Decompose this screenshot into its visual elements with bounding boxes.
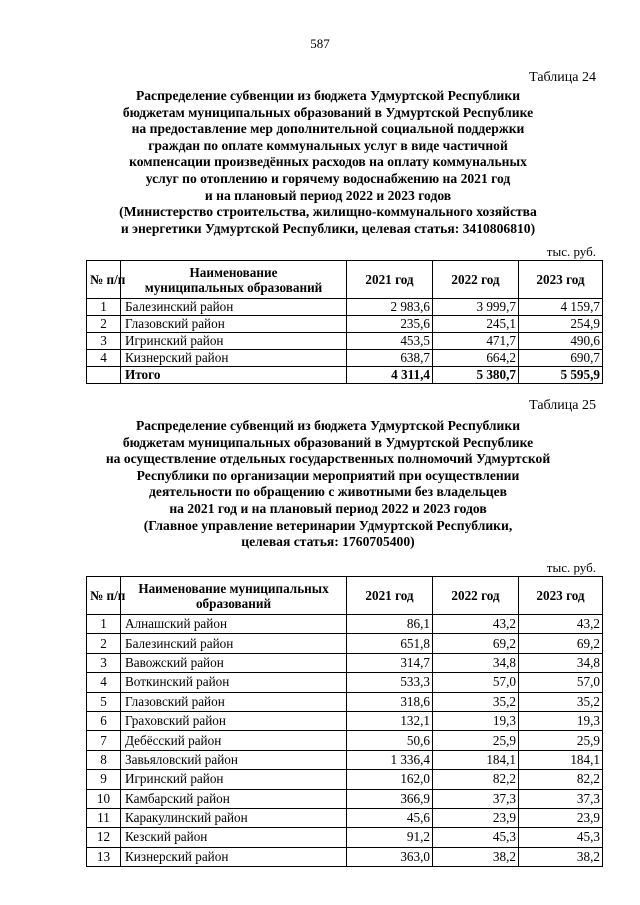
heading-line: (Главное управление ветеринарии Удмуртской Республики, — [143, 517, 513, 533]
value-2021: 366,9 — [347, 789, 433, 808]
heading-line: граждан по оплате коммунальных услуг в виде частичной — [148, 137, 508, 153]
row-number: 2 — [87, 634, 121, 653]
table-24 — [86, 260, 603, 384]
value-2023: 184,1 — [519, 750, 603, 769]
row-number: 3 — [87, 653, 121, 672]
row-number: 3 — [87, 333, 121, 350]
header-name — [121, 577, 347, 615]
table-25-unit: тыс. руб. — [546, 560, 596, 575]
header-name-line2: образований — [195, 595, 272, 611]
value-2022: 184,1 — [433, 750, 519, 769]
municipality-name: Балезинский район — [121, 634, 347, 653]
value-2022: 82,2 — [433, 770, 519, 789]
header-name-line1: Наименование муниципальных — [138, 580, 329, 596]
row-number: 11 — [87, 808, 121, 827]
value-2021: 363,0 — [347, 847, 433, 866]
heading-line: Распределение субвенции из бюджета Удмуртской Республики — [135, 88, 521, 103]
value-2023: 34,8 — [519, 653, 603, 672]
table-row — [87, 828, 603, 847]
value-2021: 91,2 — [347, 828, 433, 847]
table-row — [87, 770, 603, 789]
value-2021: 318,6 — [347, 692, 433, 711]
table-row — [87, 847, 603, 866]
municipality-name: Камбарский район — [121, 789, 347, 808]
heading-line: бюджетам муниципальных образований в Удмуртской Республике — [122, 434, 534, 450]
municipality-name: Игринский район — [121, 770, 347, 789]
table-row — [87, 333, 603, 350]
header-name-line2: муниципальных образований — [144, 279, 323, 295]
value-2021: 2 983,6 — [347, 299, 433, 316]
municipality-name: Кизнерский район — [121, 350, 347, 367]
municipality-name: Глазовский район — [121, 692, 347, 711]
value-2021: 453,5 — [347, 333, 433, 350]
municipality-name: Каракулинский район — [121, 808, 347, 827]
header-2022: 2022 год — [433, 261, 519, 299]
table-24-label: Таблица 24 — [529, 70, 596, 85]
value-2022: 19,3 — [433, 711, 519, 730]
heading-line: бюджетам муниципальных образований в Удмуртской Республике — [122, 104, 534, 120]
row-number: 1 — [87, 299, 121, 316]
municipality-name: Завьяловский район — [121, 750, 347, 769]
municipality-name: Алнашский район — [121, 615, 347, 634]
municipality-name: Глазовский район — [121, 316, 347, 333]
municipality-name: Игринский район — [121, 333, 347, 350]
header-2022: 2022 год — [433, 577, 519, 615]
header-2021: 2021 год — [347, 577, 433, 615]
value-2022: 37,3 — [433, 789, 519, 808]
heading-line: Республики по организации мероприятий при осуществлении — [136, 467, 520, 483]
row-number: 8 — [87, 750, 121, 769]
row-number: 6 — [87, 711, 121, 730]
page-number: 587 — [310, 36, 330, 51]
value-2023: 254,9 — [519, 316, 603, 333]
table-row — [87, 316, 603, 333]
table-row — [87, 299, 603, 316]
row-number: 5 — [87, 692, 121, 711]
value-2022: 69,2 — [433, 634, 519, 653]
value-2023: 690,7 — [519, 350, 603, 367]
value-2022: 23,9 — [433, 808, 519, 827]
table-row — [87, 750, 603, 769]
total-2023: 5 595,9 — [519, 367, 603, 384]
row-number: 10 — [87, 789, 121, 808]
heading-line: на 2021 год и на плановый период 2022 и 2023 годов — [169, 500, 487, 516]
header-num: № п/п — [87, 261, 121, 299]
table-row — [87, 711, 603, 730]
table-row — [87, 653, 603, 672]
heading-line: целевая статья: 1760705400) — [241, 534, 415, 550]
value-2023: 69,2 — [519, 634, 603, 653]
row-number: 12 — [87, 828, 121, 847]
table-25-label: Таблица 25 — [529, 398, 596, 413]
value-2022: 664,2 — [433, 350, 519, 367]
value-2021: 638,7 — [347, 350, 433, 367]
value-2022: 34,8 — [433, 653, 519, 672]
heading-line: компенсации произведённых расходов на оплату коммунальных — [129, 154, 527, 170]
table-25 — [86, 576, 603, 867]
value-2021: 651,8 — [347, 634, 433, 653]
municipality-name: Кизнерский район — [121, 847, 347, 866]
value-2022: 57,0 — [433, 673, 519, 692]
row-number: 4 — [87, 350, 121, 367]
heading-line: услуг по отоплению и горячему водоснабжению на 2021 год — [145, 170, 511, 186]
value-2021: 533,3 — [347, 673, 433, 692]
table-row — [87, 615, 603, 634]
header-2021: 2021 год — [347, 261, 433, 299]
header-num: № п/п — [87, 577, 121, 615]
value-2022: 3 999,7 — [433, 299, 519, 316]
value-2023: 57,0 — [519, 673, 603, 692]
table-25-heading — [70, 418, 586, 551]
heading-line: на осуществление отдельных государственных полномочий Удмуртской — [105, 451, 551, 467]
heading-line: деятельности по обращению с животными без владельцев — [149, 484, 507, 500]
value-2021: 314,7 — [347, 653, 433, 672]
heading-line: и энергетики Удмуртской Республики, целевая статья: 3410806810) — [120, 220, 536, 236]
value-2022: 43,2 — [433, 615, 519, 634]
heading-line: на предоставление мер дополнительной социальной поддержки — [131, 121, 525, 137]
value-2023: 23,9 — [519, 808, 603, 827]
heading-line: и на плановый период 2022 и 2023 годов — [204, 187, 452, 203]
value-2023: 490,6 — [519, 333, 603, 350]
total-label: Итого — [121, 367, 347, 384]
value-2021: 132,1 — [347, 711, 433, 730]
municipality-name: Граховский район — [121, 711, 347, 730]
value-2021: 50,6 — [347, 731, 433, 750]
value-2023: 4 159,7 — [519, 299, 603, 316]
row-number: 13 — [87, 847, 121, 866]
value-2022: 25,9 — [433, 731, 519, 750]
value-2021: 45,6 — [347, 808, 433, 827]
value-2021: 86,1 — [347, 615, 433, 634]
value-2022: 245,1 — [433, 316, 519, 333]
municipality-name: Вавожский район — [121, 653, 347, 672]
row-number: 7 — [87, 731, 121, 750]
total-num-cell — [87, 367, 121, 384]
value-2023: 45,3 — [519, 828, 603, 847]
value-2022: 471,7 — [433, 333, 519, 350]
total-2022: 5 380,7 — [433, 367, 519, 384]
heading-line: Распределение субвенций из бюджета Удмуртской Республики — [135, 418, 521, 433]
value-2023: 19,3 — [519, 711, 603, 730]
table-24-unit: тыс. руб. — [546, 244, 596, 259]
municipality-name: Дебёсский район — [121, 731, 347, 750]
table-row — [87, 731, 603, 750]
value-2023: 37,3 — [519, 789, 603, 808]
header-name-line1: Наименование — [189, 264, 278, 280]
table-row — [87, 789, 603, 808]
row-number: 4 — [87, 673, 121, 692]
value-2022: 35,2 — [433, 692, 519, 711]
value-2023: 38,2 — [519, 847, 603, 866]
value-2022: 38,2 — [433, 847, 519, 866]
header-2023: 2023 год — [519, 261, 603, 299]
header-2023: 2023 год — [519, 577, 603, 615]
value-2021: 235,6 — [347, 316, 433, 333]
value-2023: 35,2 — [519, 692, 603, 711]
municipality-name: Кезский район — [121, 828, 347, 847]
total-2021: 4 311,4 — [347, 367, 433, 384]
row-number: 9 — [87, 770, 121, 789]
value-2021: 162,0 — [347, 770, 433, 789]
total-row — [87, 367, 603, 384]
heading-line: (Министерство строительства, жилищно-коммунального хозяйства — [119, 204, 537, 220]
municipality-name: Воткинский район — [121, 673, 347, 692]
value-2022: 45,3 — [433, 828, 519, 847]
header-name — [121, 261, 347, 299]
table-24-heading — [70, 88, 586, 237]
value-2023: 25,9 — [519, 731, 603, 750]
table-row — [87, 808, 603, 827]
table-row — [87, 673, 603, 692]
value-2021: 1 336,4 — [347, 750, 433, 769]
table-row — [87, 350, 603, 367]
row-number: 2 — [87, 316, 121, 333]
value-2023: 43,2 — [519, 615, 603, 634]
row-number: 1 — [87, 615, 121, 634]
table-row — [87, 692, 603, 711]
table-row — [87, 634, 603, 653]
municipality-name: Балезинский район — [121, 299, 347, 316]
value-2023: 82,2 — [519, 770, 603, 789]
